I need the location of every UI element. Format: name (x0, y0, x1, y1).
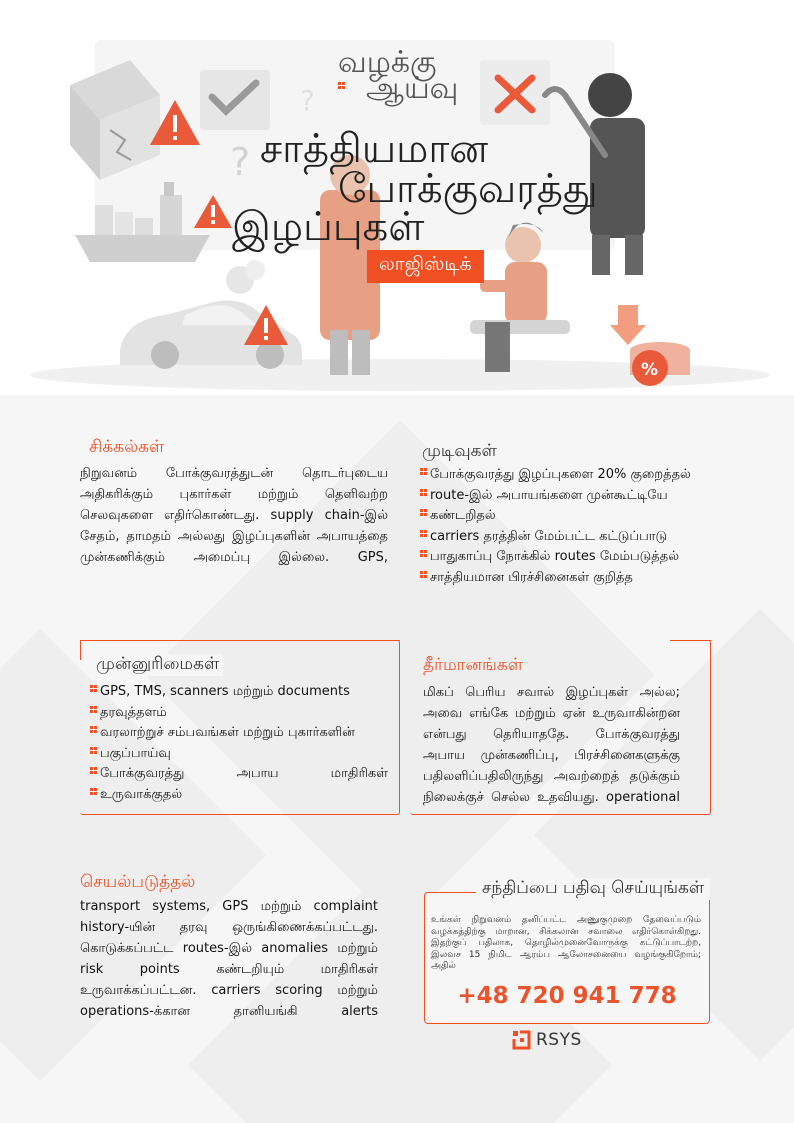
rsys-logo (512, 1030, 582, 1050)
challenges-text: நிறுவனம் போக்குவரத்துடன் தொடர்புடைய அதிகரிக்கும் புகார்கள் மற்றும் தெளிவற்ற செலவுகளை எதிர்கொண்டது. supply chain-இல் சேதம், தாமதம் அல்லது இழப்புகளின் அபாயத்தை முன்கணிக்கும் அமைப்பு இல்லை. GPS, (80, 466, 388, 565)
logo-text: RSYS (536, 1030, 582, 1050)
results-item: route-இல் அபாயங்களை முன்கூட்டியே (420, 486, 691, 507)
kicker-line-1: வழக்கு (338, 45, 437, 80)
priorities-title: முன்னுரிமைகள் (92, 654, 223, 676)
question-icon: ? (230, 140, 251, 184)
contact-title: சந்திப்பை பதிவு செய்யுங்கள் (476, 878, 710, 900)
results-item: சாத்தியமான பிரச்சினைகள் குறித்த (420, 568, 691, 589)
title-line-2: போக்குவரத்து (338, 166, 598, 212)
results-title: முடிவுகள் (422, 441, 497, 461)
priorities-item: GPS, TMS, scanners மற்றும் documents (90, 682, 388, 703)
priorities-list (90, 682, 388, 806)
priorities-item: பகுப்பாய்வு (90, 744, 388, 765)
priorities-item: போக்குவரத்து அபாய மாதிரிகள் (90, 764, 388, 785)
category-tag: லாஜிஸ்டிக் (367, 250, 484, 283)
results-item: carriers தரத்தின் மேம்பட்ட கட்டுப்பாடு (420, 527, 691, 548)
priorities-item: தரவுத்தளம் (90, 703, 388, 724)
title-line-3: இழப்புகள் (232, 204, 425, 250)
svg-text:%: % (641, 360, 659, 380)
implementation-title: செயல்படுத்தல் (80, 872, 196, 892)
hero-illustration (0, 0, 794, 395)
results-list (420, 465, 691, 589)
kicker-line-2: ஆய்வு (366, 71, 459, 106)
results-item: போக்குவரத்து இழப்புகளை 20% குறைத்தல் (420, 465, 691, 486)
svg-text:?: ? (300, 84, 315, 117)
results-item: கண்டறிதல் (420, 506, 691, 527)
rsys-logo-icon (512, 1030, 532, 1050)
conclusions-text: மிகப் பெரிய சவால் இழப்புகள் அல்ல; அவை எங்கே மற்றும் ஏன் உருவாகின்றன என்பது தெரியாததே. போக்குவரத்து அபாய முன்கணிப்பு, பிரச்சினைகளுக்கு பதிலளிப்பதிலிருந்து அவற்றைத் தடுக்கும் நிலைக்குச் செல்ல உதவியது. operational (423, 685, 680, 805)
challenges-title: சிக்கல்கள் (89, 437, 165, 457)
check-icon (200, 70, 270, 130)
conclusions-title: தீர்மானங்கள் (423, 655, 524, 675)
priorities-item: உருவாக்குதல் (90, 785, 388, 806)
priorities-item: வரலாற்றுச் சம்பவங்கள் மற்றும் புகார்களின் (90, 723, 388, 744)
title-line-1: சாத்தியமான (260, 126, 489, 172)
kicker-marker-icon (338, 82, 348, 92)
phone-number[interactable]: +48 720 941 778 (457, 983, 677, 1009)
x-icon (480, 60, 550, 125)
results-item: பாதுகாப்பு நோக்கில் routes மேம்படுத்தல் (420, 547, 691, 568)
contact-text: உங்கள் நிறுவனம் தனிப்பட்ட அணுகுமுறை தேவைப்படும் வழக்கத்திற்கு மாறான, சிக்கலான சவாலை எதிர்கொள்கிறது. இதற்குப் பதிலாக, தொழில்முனைவோருக்கு கட்டுப்பாடற்ற, இலவச 15 நிமிட ஆரம்ப ஆலோசனையை வழங்குகிறோம்; அதில் (431, 915, 701, 971)
implementation-text: transport systems, GPS மற்றும் complaint history-யின் தரவு ஒருங்கிணைக்கப்பட்டது. கொடுக்கப்பட்ட routes-இல் anomalies மற்றும் risk points கண்டறியும் மாதிரிகள் உருவாக்கப்பட்டன. carriers scoring மற்றும் operations-க்கான தானியங்கி alerts (80, 899, 378, 1019)
